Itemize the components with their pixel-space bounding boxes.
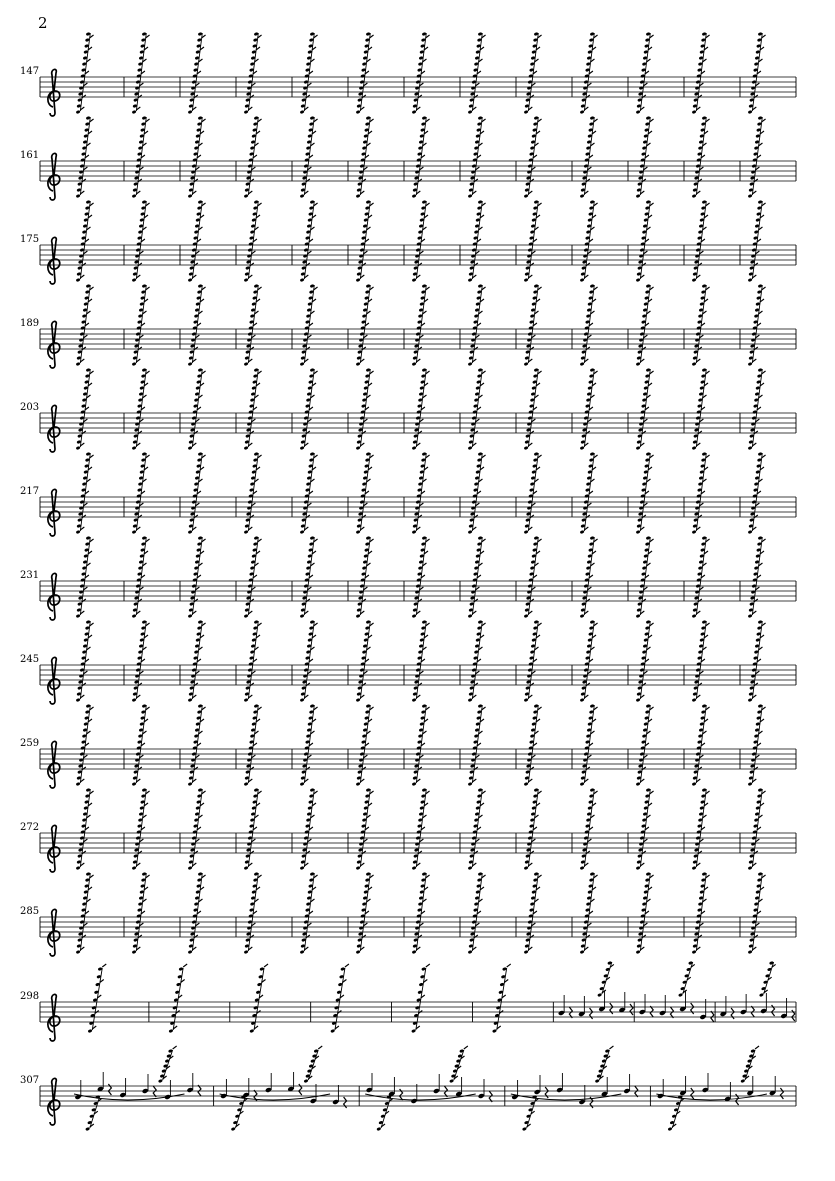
staff-system xyxy=(20,200,796,284)
measure-number: 298 xyxy=(20,991,40,1002)
note-cluster xyxy=(231,1095,248,1131)
note-cluster xyxy=(356,704,374,786)
note-cluster xyxy=(356,872,374,954)
treble-clef-icon xyxy=(48,909,60,956)
note-cluster xyxy=(300,284,318,366)
note-cluster xyxy=(132,32,150,114)
note-cluster xyxy=(524,452,542,534)
note-cluster xyxy=(300,368,318,450)
note-cluster xyxy=(169,964,188,1033)
note-cluster xyxy=(692,368,710,450)
note-cluster xyxy=(76,368,94,450)
note-cluster xyxy=(524,284,542,366)
note-cluster xyxy=(412,368,430,450)
note-cluster xyxy=(580,704,598,786)
note-cluster xyxy=(188,536,206,618)
note-cluster xyxy=(468,704,486,786)
note-cluster xyxy=(748,200,766,282)
note-cluster xyxy=(692,620,710,702)
staff-system xyxy=(20,536,796,620)
quarter-rest-icon xyxy=(153,1086,156,1097)
note-cluster xyxy=(524,620,542,702)
note-cluster xyxy=(636,872,654,954)
note-cluster xyxy=(748,872,766,954)
note-cluster xyxy=(468,284,486,366)
note-cluster xyxy=(132,368,150,450)
quarter-rest-icon xyxy=(691,1088,694,1099)
note-cluster xyxy=(249,964,268,1033)
note-cluster xyxy=(748,116,766,198)
note-cluster xyxy=(188,32,206,114)
note-cluster xyxy=(748,704,766,786)
staff-system xyxy=(20,1046,796,1131)
measure-number: 217 xyxy=(20,486,40,497)
measure-number: 245 xyxy=(20,654,40,665)
note-cluster xyxy=(524,32,542,114)
treble-clef-icon xyxy=(48,657,60,704)
note-cluster xyxy=(244,788,262,870)
note-cluster xyxy=(244,116,262,198)
note-cluster xyxy=(244,620,262,702)
note-cluster xyxy=(300,788,318,870)
note-cluster xyxy=(300,536,318,618)
note-cluster xyxy=(597,961,614,997)
note-cluster xyxy=(76,452,94,534)
quarter-rest-icon xyxy=(569,1007,572,1018)
note-cluster xyxy=(356,368,374,450)
treble-clef-icon xyxy=(48,741,60,788)
note-cluster xyxy=(692,284,710,366)
note-cluster xyxy=(692,200,710,282)
note-cluster xyxy=(376,1095,393,1131)
quarter-rest-icon xyxy=(198,1085,201,1096)
note-cluster xyxy=(636,32,654,114)
note-cluster xyxy=(132,536,150,618)
measure-number: 203 xyxy=(20,402,40,413)
note-cluster xyxy=(244,284,262,366)
note-cluster xyxy=(244,704,262,786)
note-cluster xyxy=(580,200,598,282)
note-cluster xyxy=(678,961,695,997)
note-cluster xyxy=(740,1046,759,1083)
note-cluster xyxy=(412,116,430,198)
note-cluster xyxy=(412,872,430,954)
note-cluster xyxy=(132,452,150,534)
note-cluster xyxy=(636,788,654,870)
quarter-rest-icon xyxy=(650,1006,653,1017)
note-cluster xyxy=(244,32,262,114)
note-cluster xyxy=(636,704,654,786)
staff-system xyxy=(20,704,796,788)
note-cluster xyxy=(76,536,94,618)
note-cluster xyxy=(580,116,598,198)
note-cluster xyxy=(522,1095,539,1131)
staff-system xyxy=(20,284,796,368)
note-cluster xyxy=(524,704,542,786)
note-cluster xyxy=(244,200,262,282)
treble-clef-icon xyxy=(48,405,60,452)
note-cluster xyxy=(524,788,542,870)
quarter-rest-icon xyxy=(751,1006,754,1017)
note-cluster xyxy=(88,964,107,1033)
note-cluster xyxy=(244,872,262,954)
note-cluster xyxy=(668,1095,685,1131)
note-cluster xyxy=(132,200,150,282)
note-cluster xyxy=(524,200,542,282)
note-cluster xyxy=(580,452,598,534)
treble-clef-icon xyxy=(48,573,60,620)
note-cluster xyxy=(748,452,766,534)
note-cluster xyxy=(595,1046,614,1083)
note-cluster xyxy=(356,200,374,282)
treble-clef-icon xyxy=(48,237,60,284)
note-cluster xyxy=(692,536,710,618)
note-cluster xyxy=(692,452,710,534)
page-number: 2 xyxy=(38,14,48,32)
quarter-rest-icon xyxy=(630,1004,633,1015)
note-cluster xyxy=(158,1046,177,1083)
note-cluster xyxy=(356,620,374,702)
measure-number: 272 xyxy=(20,822,40,833)
note-cluster xyxy=(300,452,318,534)
note-cluster xyxy=(300,116,318,198)
note-cluster xyxy=(356,788,374,870)
note-cluster xyxy=(468,872,486,954)
note-cluster xyxy=(76,32,94,114)
quarter-rest-icon xyxy=(670,1007,673,1018)
note-cluster xyxy=(188,284,206,366)
note-cluster xyxy=(188,788,206,870)
treble-clef-icon xyxy=(48,994,60,1041)
measure-number: 259 xyxy=(20,738,40,749)
note-cluster xyxy=(580,872,598,954)
note-cluster xyxy=(524,116,542,198)
note-cluster xyxy=(468,620,486,702)
note-cluster xyxy=(412,620,430,702)
quarter-rest-icon xyxy=(711,1011,714,1022)
note-cluster xyxy=(304,1046,323,1083)
note-cluster xyxy=(356,32,374,114)
note-cluster xyxy=(356,452,374,534)
note-cluster xyxy=(244,536,262,618)
note-cluster xyxy=(132,620,150,702)
note-cluster xyxy=(468,452,486,534)
staff-system xyxy=(20,620,796,704)
note-cluster xyxy=(748,284,766,366)
note-cluster xyxy=(300,620,318,702)
note-cluster xyxy=(412,704,430,786)
measure-number: 231 xyxy=(20,570,40,581)
treble-clef-icon xyxy=(48,69,60,116)
measure-number: 161 xyxy=(20,150,40,161)
note-cluster xyxy=(188,200,206,282)
note-cluster xyxy=(492,964,511,1033)
note-cluster xyxy=(524,872,542,954)
note-cluster xyxy=(76,788,94,870)
note-cluster xyxy=(356,116,374,198)
note-cluster xyxy=(468,32,486,114)
measure-number: 147 xyxy=(20,66,40,77)
note-cluster xyxy=(636,620,654,702)
note-cluster xyxy=(76,200,94,282)
note-cluster xyxy=(748,620,766,702)
note-cluster xyxy=(580,620,598,702)
note-cluster xyxy=(748,32,766,114)
note-cluster xyxy=(76,704,94,786)
note-cluster xyxy=(300,872,318,954)
treble-clef-icon xyxy=(48,489,60,536)
note-cluster xyxy=(411,964,430,1033)
staff-system xyxy=(20,788,796,872)
note-cluster xyxy=(76,116,94,198)
note-cluster xyxy=(636,116,654,198)
note-cluster xyxy=(636,284,654,366)
note-cluster xyxy=(636,536,654,618)
note-cluster xyxy=(132,116,150,198)
quarter-rest-icon xyxy=(635,1086,638,1097)
staff-system xyxy=(20,116,796,200)
quarter-rest-icon xyxy=(489,1091,492,1102)
note-cluster xyxy=(692,788,710,870)
note-cluster xyxy=(692,872,710,954)
note-cluster xyxy=(692,116,710,198)
staff-system xyxy=(20,32,796,116)
note-cluster xyxy=(580,536,598,618)
note-cluster xyxy=(449,1046,468,1083)
note-cluster xyxy=(412,32,430,114)
note-cluster xyxy=(580,368,598,450)
measure-number: 189 xyxy=(20,318,40,329)
note-cluster xyxy=(636,368,654,450)
note-cluster xyxy=(412,452,430,534)
note-cluster xyxy=(748,788,766,870)
note-cluster xyxy=(132,872,150,954)
treble-clef-icon xyxy=(48,321,60,368)
note-cluster xyxy=(188,620,206,702)
note-cluster xyxy=(468,200,486,282)
note-cluster xyxy=(300,704,318,786)
staff-system xyxy=(20,368,796,452)
treble-clef-icon xyxy=(48,825,60,872)
note-cluster xyxy=(132,284,150,366)
note-cluster xyxy=(356,284,374,366)
note-cluster xyxy=(132,788,150,870)
note-cluster xyxy=(188,368,206,450)
note-cluster xyxy=(188,872,206,954)
note-cluster xyxy=(468,788,486,870)
staff-system xyxy=(20,961,796,1041)
note-cluster xyxy=(580,788,598,870)
note-cluster xyxy=(692,32,710,114)
note-cluster xyxy=(412,200,430,282)
note-cluster xyxy=(580,284,598,366)
note-cluster xyxy=(636,200,654,282)
note-cluster xyxy=(748,368,766,450)
measure-number: 285 xyxy=(20,906,40,917)
note-cluster xyxy=(244,368,262,450)
staff-system xyxy=(20,872,796,956)
note-cluster xyxy=(300,32,318,114)
treble-clef-icon xyxy=(48,153,60,200)
measure-number: 307 xyxy=(20,1075,40,1086)
note-cluster xyxy=(132,704,150,786)
note-cluster xyxy=(330,964,349,1033)
note-cluster xyxy=(468,536,486,618)
note-cluster xyxy=(412,284,430,366)
note-cluster xyxy=(85,1095,102,1131)
treble-clef-icon xyxy=(48,1078,60,1125)
note-cluster xyxy=(412,788,430,870)
note-cluster xyxy=(356,536,374,618)
measure-number: 175 xyxy=(20,234,40,245)
note-cluster xyxy=(468,368,486,450)
note-cluster xyxy=(468,116,486,198)
note-cluster xyxy=(188,704,206,786)
note-cluster xyxy=(76,872,94,954)
quarter-rest-icon xyxy=(780,1088,783,1099)
note-cluster xyxy=(692,704,710,786)
quarter-rest-icon xyxy=(444,1086,447,1097)
note-cluster xyxy=(412,536,430,618)
note-cluster xyxy=(244,452,262,534)
note-cluster xyxy=(748,536,766,618)
note-cluster xyxy=(636,452,654,534)
note-cluster xyxy=(524,368,542,450)
note-cluster xyxy=(300,200,318,282)
note-cluster xyxy=(759,961,776,997)
note-cluster xyxy=(188,116,206,198)
note-cluster xyxy=(76,620,94,702)
note-cluster xyxy=(188,452,206,534)
note-cluster xyxy=(524,536,542,618)
note-cluster xyxy=(580,32,598,114)
note-cluster xyxy=(76,284,94,366)
staff-system xyxy=(20,452,796,536)
